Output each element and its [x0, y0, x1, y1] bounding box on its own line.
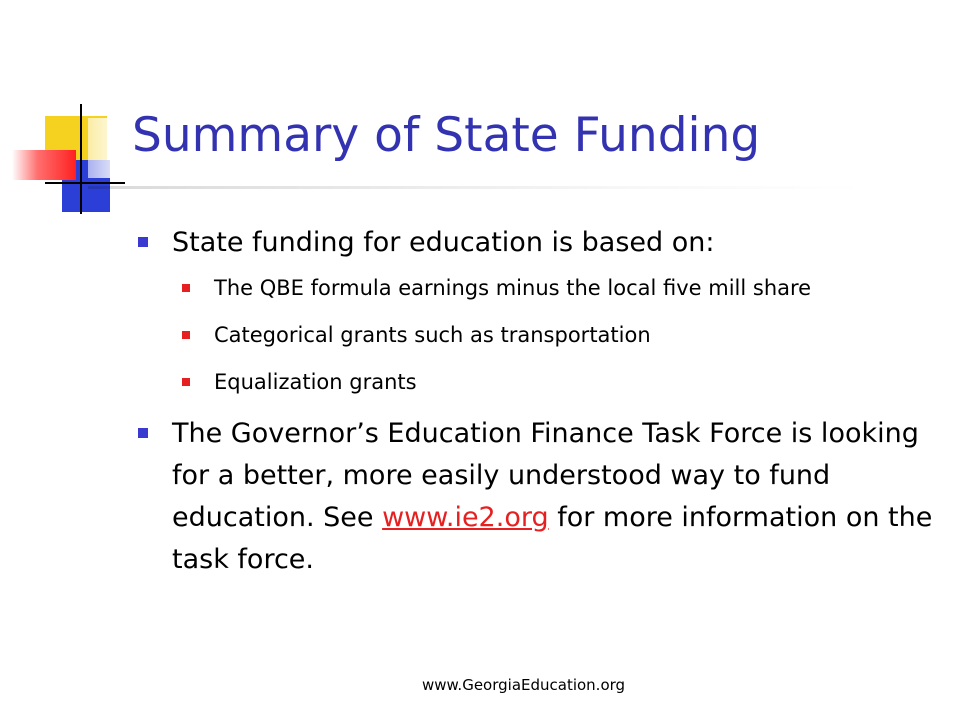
sub-bullet-text: Categorical grants such as transportation [214, 323, 651, 347]
square-bullet-icon [182, 284, 190, 292]
footer-url: www.GeorgiaEducation.org [422, 676, 626, 694]
decoration-fade [88, 118, 128, 178]
bullet-text: State funding for education is based on: [172, 227, 715, 258]
bullet-text-after-link: for more information on the task force. [172, 502, 933, 575]
bullet-item [138, 413, 938, 581]
bullet-item [138, 222, 938, 398]
slide-title: Summary of State Funding [132, 108, 761, 163]
sub-bullet-text: The QBE formula earnings minus the local five mill share [214, 276, 812, 300]
decoration-vertical-line [80, 104, 82, 214]
sub-bullet-item [172, 319, 914, 351]
task-force-link[interactable]: www.ie2.org [382, 502, 549, 533]
bullet-list [138, 222, 938, 587]
sub-bullet-text: Equalization grants [214, 370, 417, 394]
sub-bullet-list [172, 272, 938, 398]
square-bullet-icon [182, 331, 190, 339]
sub-bullet-item [172, 366, 914, 398]
square-bullet-icon [138, 428, 148, 438]
sub-bullet-item [172, 272, 914, 304]
decoration-horizontal-line [45, 182, 125, 184]
bullet-text-before-link: The Governor’s Education Finance Task Force is looking for a better, more easily understood way to fund education. See [172, 418, 919, 533]
square-bullet-icon [138, 237, 148, 247]
square-bullet-icon [182, 378, 190, 386]
title-underline [88, 186, 868, 189]
decoration-red-bar [12, 150, 76, 180]
